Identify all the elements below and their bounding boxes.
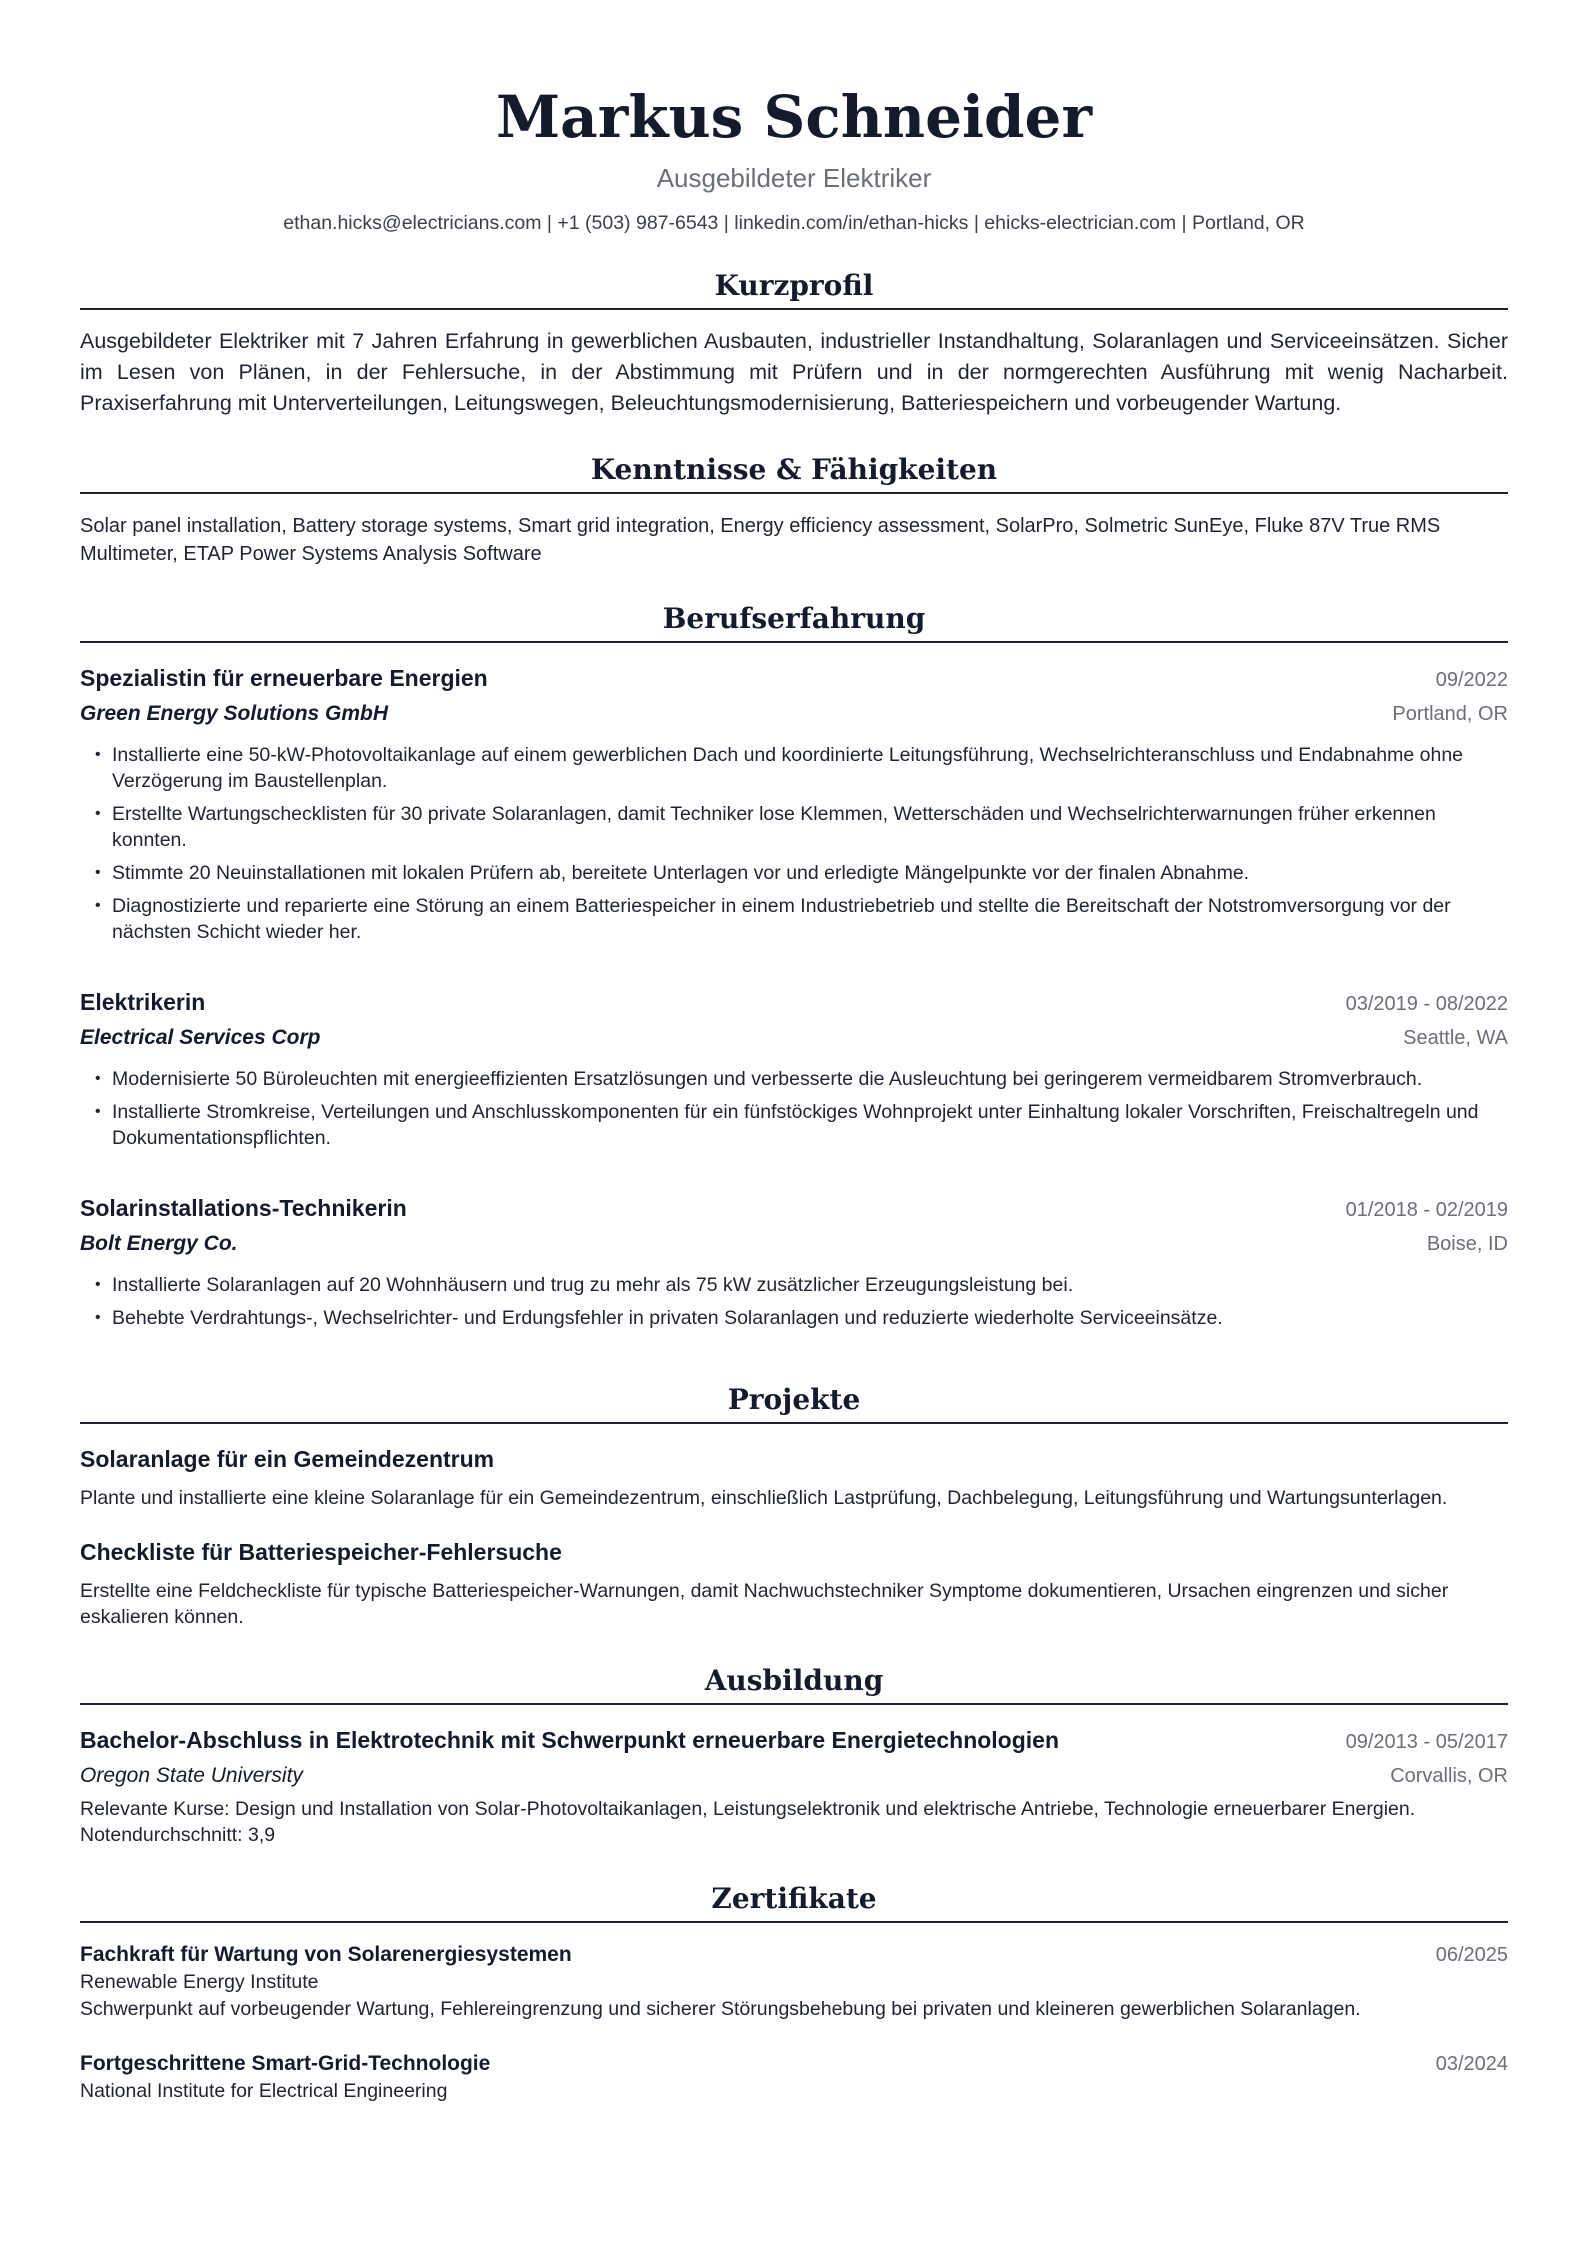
section-profile bbox=[80, 269, 1508, 419]
project-desc: Plante und installierte eine kleine Solaranlage für ein Gemeindezentrum, einschließlich Lastprüfung, Dachbelegung, Leitungsführung und Wartungsunterlagen. bbox=[80, 1486, 1448, 1509]
job-date: 03/2019 - 08/2022 bbox=[1345, 992, 1508, 1015]
certificate-title: Fachkraft für Wartung von Solarenergiesystemen bbox=[80, 1942, 572, 1966]
section-skills bbox=[80, 453, 1508, 568]
job-entry bbox=[80, 989, 1508, 1151]
section-experience bbox=[80, 602, 1508, 1331]
skills-text: Solar panel installation, Battery storage systems, Smart grid integration, Energy efficiency assessment, SolarPro, Solmetric SunEye, Fluke 87V True RMS Multimeter, ETAP Power Systems Analysis Software bbox=[80, 514, 1441, 565]
education-entry bbox=[80, 1727, 1508, 1848]
project-entry bbox=[80, 1446, 1508, 1511]
job-date: 09/2022 bbox=[1435, 668, 1508, 691]
education-location: Corvallis, OR bbox=[1390, 1764, 1508, 1787]
section-education bbox=[80, 1664, 1508, 1848]
education-degree: Bachelor-Abschluss in Elektrotechnik mit Schwerpunkt erneuerbare Energietechnologien bbox=[80, 1726, 1060, 1753]
job-role: Elektrikerin bbox=[80, 988, 206, 1015]
job-location: Boise, ID bbox=[1426, 1232, 1508, 1255]
project-entry bbox=[80, 1539, 1508, 1630]
job-bullets bbox=[80, 742, 1508, 945]
certificate-org: Renewable Energy Institute bbox=[80, 1970, 319, 1993]
job-role: Solarinstallations-Technikerin bbox=[80, 1194, 407, 1221]
section-title-experience: Berufserfahrung bbox=[80, 602, 1508, 643]
section-title-skills: Kenntnisse & Fähigkeiten bbox=[80, 453, 1508, 494]
section-title-education: Ausbildung bbox=[80, 1664, 1508, 1705]
profile-text: Ausgebildeter Elektriker mit 7 Jahren Erfahrung in gewerblichen Ausbauten, industrieller Instandhaltung, Solaranlagen und Serviceeinsätzen. Sicher im Lesen von Plänen, in der Fehlersuche, in der Abstimmung mit Prüfern und in der normgerechten Ausführung mit wenig Nacharbeit. Praxiserfahrung mit Unterverteilungen, Leitungswegen, Beleuchtungsmodernisierung, Batteriespeichern und vorbeugender Wartung. bbox=[80, 328, 1508, 415]
certificate-entry bbox=[80, 2052, 1508, 2103]
section-certificates bbox=[80, 1882, 1508, 2103]
certificate-title: Fortgeschrittene Smart-Grid-Technologie bbox=[80, 2051, 491, 2075]
job-company: Electrical Services Corp bbox=[80, 1025, 321, 1049]
certificate-date: 03/2024 bbox=[1435, 2052, 1508, 2075]
section-title-certificates: Zertifikate bbox=[80, 1882, 1508, 1923]
section-title-profile: Kurzprofil bbox=[80, 269, 1508, 310]
education-school: Oregon State University bbox=[80, 1763, 303, 1787]
contact-line: ethan.hicks@electricians.com | +1 (503) 987-6543 | linkedin.com/in/ethan-hicks | ehicks-electrician.com | Portland, OR bbox=[283, 211, 1305, 234]
section-title-projects: Projekte bbox=[80, 1383, 1508, 1424]
job-role: Spezialistin für erneuerbare Energien bbox=[80, 664, 488, 691]
job-bullet: • Behebte Verdrahtungs-, Wechselrichter- und Erdungsfehler in privaten Solaranlagen und reduzierte wiederholte Serviceeinsätze. bbox=[112, 1305, 1508, 1331]
resume-header bbox=[80, 84, 1508, 235]
project-title: Checkliste für Batteriespeicher-Fehlersuche bbox=[80, 1538, 562, 1565]
job-bullets bbox=[80, 1272, 1508, 1331]
section-projects bbox=[80, 1383, 1508, 1630]
job-location: Seattle, WA bbox=[1403, 1026, 1508, 1049]
job-company: Green Energy Solutions GmbH bbox=[80, 701, 389, 725]
job-bullet: • Stimmte 20 Neuinstallationen mit lokalen Prüfern ab, bereitete Unterlagen vor und erledigte Mängelpunkte vor der finalen Abnahme. bbox=[112, 860, 1508, 886]
job-entry bbox=[80, 665, 1508, 945]
job-bullet: • Installierte eine 50-kW-Photovoltaikanlage auf einem gewerblichen Dach und koordinierte Leitungsführung, Wechselrichteranschluss und Endabnahme ohne Verzögerung im Baustellenplan. bbox=[112, 742, 1508, 794]
project-desc: Erstellte eine Feldcheckliste für typische Batteriespeicher-Warnungen, damit Nachwuchstechniker Symptome dokumentieren, Ursachen eingrenzen und sicher eskalieren können. bbox=[80, 1579, 1449, 1628]
candidate-name: Markus Schneider bbox=[495, 83, 1093, 151]
job-bullet: • Erstellte Wartungschecklisten für 30 private Solaranlagen, damit Techniker lose Klemmen, Wetterschäden und Wechselrichterwarnungen früher erkennen konnten. bbox=[112, 801, 1508, 853]
certificate-entry bbox=[80, 1943, 1508, 2022]
certificate-org: National Institute for Electrical Engineering bbox=[80, 2079, 448, 2102]
certificate-desc: Schwerpunkt auf vorbeugender Wartung, Fehlereingrenzung und sicherer Störungsbehebung bei privaten und kleineren gewerblichen Solaranlagen. bbox=[80, 1997, 1361, 2020]
job-location: Portland, OR bbox=[1392, 702, 1508, 725]
job-entry bbox=[80, 1195, 1508, 1331]
certificate-date: 06/2025 bbox=[1435, 1943, 1508, 1966]
education-desc: Relevante Kurse: Design und Installation von Solar-Photovoltaikanlagen, Leistungselektronik und elektrische Antriebe, Technologie erneuerbarer Energien. Notendurchschnitt: 3,9 bbox=[80, 1797, 1416, 1846]
project-title: Solaranlage für ein Gemeindezentrum bbox=[80, 1445, 495, 1472]
job-bullet: • Installierte Stromkreise, Verteilungen und Anschlusskomponenten für ein fünfstöckiges Wohnprojekt unter Einhaltung lokaler Vorschriften, Freischaltregeln und Dokumentationspflichten. bbox=[112, 1099, 1508, 1151]
job-bullet: • Diagnostizierte und reparierte eine Störung an einem Batteriespeicher in einem Industriebetrieb und stellte die Bereitschaft der Notstromversorgung vor der nächsten Schicht wieder her. bbox=[112, 893, 1508, 945]
education-date: 09/2013 - 05/2017 bbox=[1345, 1730, 1508, 1753]
job-company: Bolt Energy Co. bbox=[80, 1231, 238, 1255]
job-bullet: • Installierte Solaranlagen auf 20 Wohnhäusern und trug zu mehr als 75 kW zusätzlicher Erzeugungsleistung bei. bbox=[112, 1272, 1508, 1298]
candidate-title: Ausgebildeter Elektriker bbox=[656, 162, 932, 193]
job-date: 01/2018 - 02/2019 bbox=[1345, 1198, 1508, 1221]
job-bullet: • Modernisierte 50 Büroleuchten mit energieeffizienten Ersatzlösungen und verbesserte die Ausleuchtung bei geringerem vermeidbarem Stromverbrauch. bbox=[112, 1066, 1508, 1092]
job-bullets bbox=[80, 1066, 1508, 1151]
